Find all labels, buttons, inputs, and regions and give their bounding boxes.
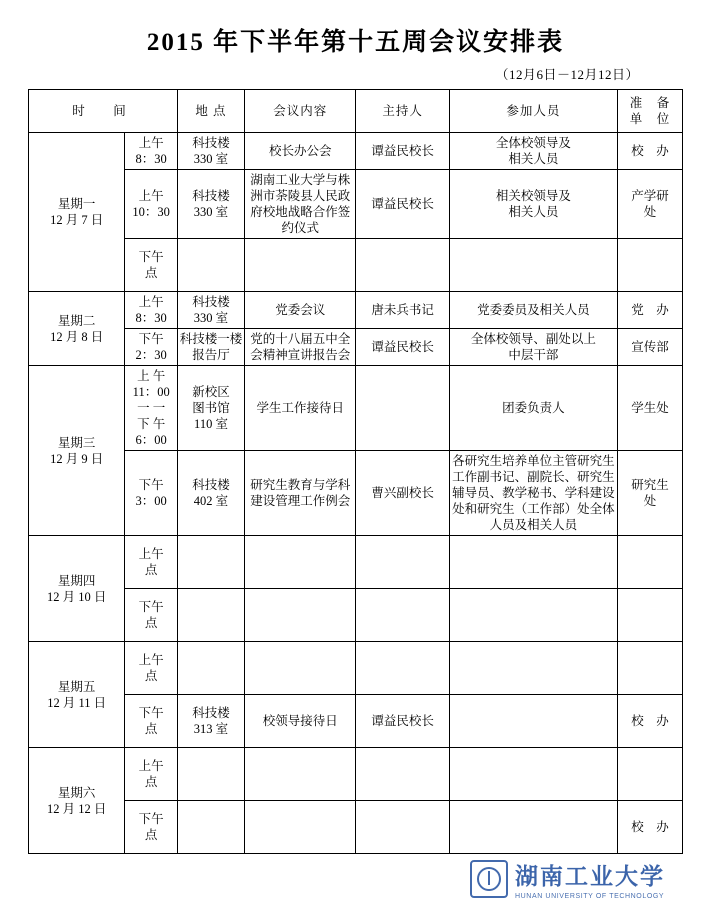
unit-cell: [618, 589, 683, 642]
table-row: [29, 239, 683, 292]
header-unit-line2: 单 位: [629, 112, 671, 126]
time-slot: [125, 329, 178, 366]
header-unit-line1: 准 备: [629, 96, 671, 110]
content-cell: [244, 748, 356, 801]
content-cell: 校长办公会: [244, 133, 356, 170]
slot-period: 上午: [138, 189, 164, 203]
host-cell: [356, 536, 449, 589]
day-name: 星期六: [57, 785, 96, 800]
watermark-name-en: HUNAN UNIVERSITY OF TECHNOLOGY: [515, 893, 665, 900]
slot-time: 点: [144, 616, 158, 630]
attendees-line2: 相关人员: [508, 205, 559, 219]
unit-cell: 校 办: [618, 133, 683, 170]
place-line2: 330 室: [193, 205, 229, 219]
header-place: 地 点: [178, 90, 245, 133]
host-cell: 谭益民校长: [356, 695, 449, 748]
place-line2: 报告厅: [192, 348, 230, 362]
day-date: 12 月 7 日: [50, 213, 104, 227]
place-cell: [178, 451, 245, 536]
table-row: [29, 292, 683, 329]
slot-period: 上午: [138, 547, 164, 561]
day-name: 星期四: [57, 573, 96, 588]
slot-period: 上午: [138, 759, 164, 773]
host-cell: 曹兴副校长: [356, 451, 449, 536]
header-time: 时 间: [29, 90, 178, 133]
unit-line1: 研究生: [631, 478, 669, 492]
slot-period: 下午: [138, 332, 164, 346]
host-cell: [356, 642, 449, 695]
attendees-cell: [449, 239, 617, 292]
attendees-cell: [449, 170, 617, 239]
table-row: [29, 451, 683, 536]
table-row: [29, 329, 683, 366]
place-cell: [178, 748, 245, 801]
host-cell: 谭益民校长: [356, 329, 449, 366]
time-slot: [125, 170, 178, 239]
attendees-line2: 中层干部: [508, 348, 559, 362]
content-cell: 校领导接待日: [244, 695, 356, 748]
content-cell: 学生工作接待日: [244, 366, 356, 451]
content-cell: 研究生教育与学科建设管理工作例会: [244, 451, 356, 536]
table-header-row: [29, 90, 683, 133]
host-cell: 谭益民校长: [356, 133, 449, 170]
slot-period: 下午: [138, 706, 164, 720]
day-cell-saturday: [29, 748, 125, 854]
content-cell: [244, 589, 356, 642]
content-cell: [244, 536, 356, 589]
day-cell-thursday: [29, 536, 125, 642]
host-cell: 谭益民校长: [356, 170, 449, 239]
slot-period: 上午: [138, 653, 164, 667]
slot-time: 点: [144, 266, 158, 280]
table-row: [29, 748, 683, 801]
place-cell: [178, 329, 245, 366]
content-cell: [244, 801, 356, 854]
content-cell: [244, 642, 356, 695]
host-cell: [356, 366, 449, 451]
time-slot: [125, 366, 178, 451]
attendees-cell: [449, 748, 617, 801]
day-date: 12 月 8 日: [50, 329, 104, 344]
slot-period: 下午: [138, 600, 164, 614]
place-cell: [178, 589, 245, 642]
table-row: [29, 133, 683, 170]
unit-cell: 党 办: [618, 292, 683, 329]
day-cell-tuesday: [29, 292, 125, 366]
day-date: 12 月 11 日: [47, 695, 107, 710]
slot-time: 2：30: [135, 348, 167, 362]
host-cell: 唐未兵书记: [356, 292, 449, 329]
place-line1: 新校区: [192, 385, 230, 399]
attendees-line1: 相关校领导及: [495, 189, 571, 203]
host-cell: [356, 748, 449, 801]
host-cell: [356, 239, 449, 292]
meeting-schedule-table: [28, 89, 683, 854]
slot-period: 下午: [138, 812, 164, 826]
time-slot: [125, 133, 178, 170]
unit-cell: [618, 170, 683, 239]
slot-dash: 一 一: [137, 401, 166, 415]
place-cell: [178, 536, 245, 589]
day-date: 12 月 9 日: [50, 451, 104, 466]
time-slot: [125, 748, 178, 801]
unit-line2: 处: [643, 205, 657, 219]
place-line1: 科技楼: [192, 189, 230, 203]
slot-period-start: 上 午: [137, 369, 166, 383]
slot-period: 上午: [138, 295, 164, 309]
time-slot: [125, 589, 178, 642]
slot-time: 3：00: [135, 494, 167, 508]
place-line1: 科技楼: [192, 706, 230, 720]
time-slot: [125, 451, 178, 536]
unit-cell: [618, 451, 683, 536]
place-line3: 110 室: [194, 417, 228, 431]
day-date: 12 月 10 日: [46, 589, 107, 604]
unit-cell: 校 办: [618, 801, 683, 854]
time-slot: [125, 695, 178, 748]
slot-time: 点: [144, 775, 158, 789]
place-line2: 330 室: [193, 152, 229, 166]
place-line2: 402 室: [193, 494, 229, 508]
place-line2: 图书馆: [192, 401, 230, 415]
place-cell: [178, 133, 245, 170]
place-line1: 科技楼: [192, 478, 230, 492]
host-cell: [356, 801, 449, 854]
document-page: [0, 22, 711, 917]
attendees-cell: [449, 801, 617, 854]
attendees-cell: [449, 589, 617, 642]
attendees-cell: [449, 329, 617, 366]
watermark-name-cn: 湖南工业大学: [515, 864, 665, 889]
day-name: 星期三: [57, 435, 96, 450]
place-line2: 313 室: [193, 722, 229, 736]
university-watermark: [470, 858, 665, 900]
unit-cell: [618, 642, 683, 695]
unit-line2: 处: [643, 494, 657, 508]
attendees-cell: [449, 695, 617, 748]
slot-time: 8：30: [135, 152, 167, 166]
attendees-line2: 相关人员: [508, 152, 559, 166]
place-line1: 科技楼: [192, 136, 230, 150]
attendees-cell: 党委委员及相关人员: [449, 292, 617, 329]
attendees-cell: [449, 536, 617, 589]
unit-cell: [618, 748, 683, 801]
time-slot: [125, 292, 178, 329]
slot-time: 点: [144, 828, 158, 842]
day-name: 星期二: [57, 313, 96, 328]
time-slot: [125, 239, 178, 292]
page-title: 2015 年下半年第十五周会议安排表: [146, 29, 565, 56]
attendees-line1: 全体校领导及: [495, 136, 571, 150]
place-line1: 科技楼一楼: [179, 332, 243, 346]
slot-time: 点: [144, 722, 158, 736]
slot-time-end: 6：00: [135, 433, 167, 447]
content-cell: [244, 239, 356, 292]
unit-cell: 学生处: [618, 366, 683, 451]
place-cell: [178, 801, 245, 854]
attendees-line1: 全体校领导、副处以上: [470, 332, 596, 346]
place-line1: 科技楼: [192, 295, 230, 309]
place-cell: [178, 695, 245, 748]
time-slot: [125, 801, 178, 854]
table-row: [29, 536, 683, 589]
slot-period: 上午: [138, 136, 164, 150]
university-logo-icon: [470, 860, 508, 898]
time-slot: [125, 536, 178, 589]
table-row: [29, 695, 683, 748]
table-row: [29, 170, 683, 239]
date-range: （12月6日－12月12日）: [495, 67, 639, 82]
attendees-cell: 团委负责人: [449, 366, 617, 451]
content-cell: 党的十八届五中全会精神宣讲报告会: [244, 329, 356, 366]
header-content: 会议内容: [244, 90, 356, 133]
host-cell: [356, 589, 449, 642]
attendees-cell: [449, 642, 617, 695]
slot-time: 8：30: [135, 311, 167, 325]
header-host: 主持人: [356, 90, 449, 133]
table-row: [29, 801, 683, 854]
slot-time: 点: [144, 563, 158, 577]
day-cell-friday: [29, 642, 125, 748]
unit-cell: 校 办: [618, 695, 683, 748]
header-attendees: 参加人员: [449, 90, 617, 133]
place-line2: 330 室: [193, 311, 229, 325]
day-date: 12 月 12 日: [46, 801, 107, 816]
unit-cell: [618, 536, 683, 589]
place-cell: [178, 642, 245, 695]
slot-period: 下午: [138, 250, 164, 264]
attendees-cell: 各研究生培养单位主管研究生工作副书记、副院长、研究生辅导员、教学秘书、学科建设处和研究生（工作部）处全体人员及相关人员: [449, 451, 617, 536]
table-row: [29, 642, 683, 695]
header-unit: [618, 90, 683, 133]
day-cell-wednesday: [29, 366, 125, 536]
slot-time: 10：30: [132, 205, 170, 219]
slot-time: 点: [144, 669, 158, 683]
content-cell: 党委会议: [244, 292, 356, 329]
content-cell: 湖南工业大学与株洲市荼陵县人民政府校地战略合作签约仪式: [244, 170, 356, 239]
unit-line1: 产学研: [631, 189, 669, 203]
day-name: 星期一: [57, 197, 96, 211]
unit-cell: 宣传部: [618, 329, 683, 366]
day-name: 星期五: [57, 679, 96, 694]
place-cell: [178, 239, 245, 292]
table-row: [29, 366, 683, 451]
table-row: [29, 589, 683, 642]
slot-period: 下午: [138, 478, 164, 492]
place-cell: [178, 170, 245, 239]
place-cell: [178, 292, 245, 329]
slot-period-end: 下 午: [137, 417, 166, 431]
slot-time-start: 11：00: [132, 385, 170, 399]
time-slot: [125, 642, 178, 695]
attendees-cell: [449, 133, 617, 170]
unit-cell: [618, 239, 683, 292]
place-cell: [178, 366, 245, 451]
day-cell-monday: [29, 133, 125, 292]
